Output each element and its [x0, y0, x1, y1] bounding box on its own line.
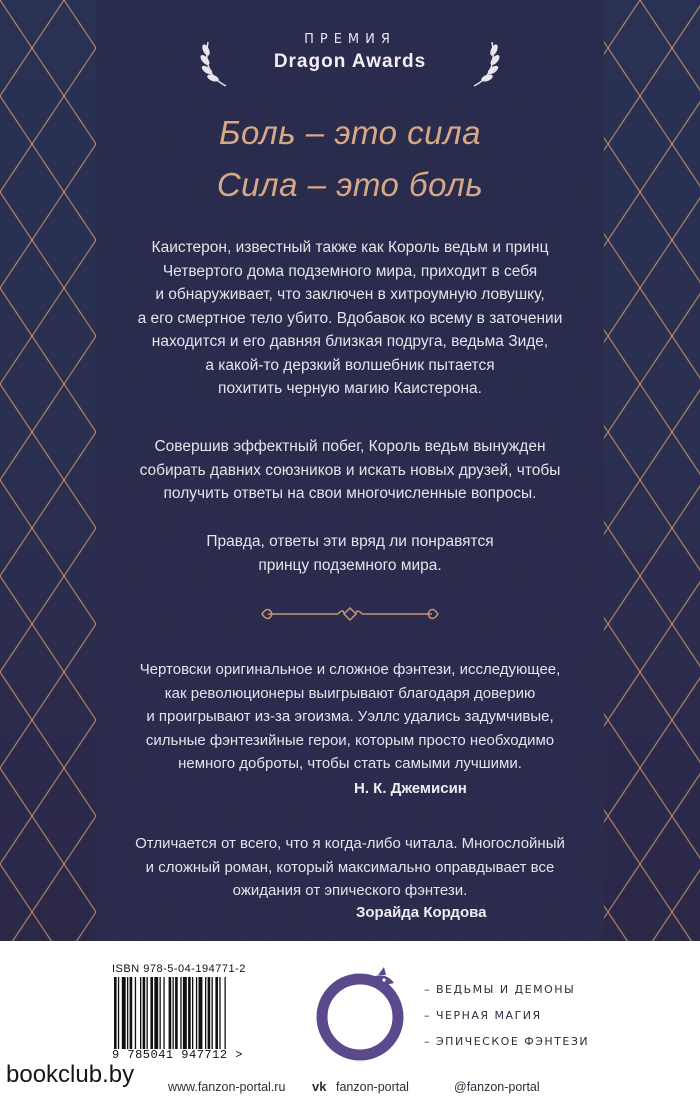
blurb-line: находится и его давняя близкая подруга, ведьма Зиде,: [151, 333, 549, 350]
blurb-line: похитить черную магию Каистерона.: [218, 380, 482, 397]
review-quote-2: [0, 832, 700, 903]
blurb-line: и обнаруживает, что заключен в хитроумную ловушку,: [155, 286, 545, 303]
barcode-block: [112, 963, 287, 1067]
blurb-line: а какой-то дерзкий волшебник пытается: [205, 356, 495, 374]
ornament-divider-icon: [258, 606, 442, 622]
blurb-line: Четвертого дома подземного мира, приходит в себя: [162, 262, 538, 280]
quote-line: ожидания от эпического фэнтези.: [232, 882, 468, 899]
quote-line: сильные фэнтезийные герои, которым просто необходимо: [145, 731, 555, 749]
vk-icon: vk: [312, 1079, 327, 1094]
blurb-line: Совершив эффектный побег, Король ведьм вынужден: [154, 438, 546, 455]
quote-author-1: Н. К. Джемисин: [354, 780, 467, 797]
barcode-digits: 9 785041 947712 >: [112, 1048, 243, 1062]
blurb-paragraph-1: [60, 236, 640, 401]
tagline-line-2: Сила – это боль: [216, 166, 484, 203]
review-quote-1: [0, 658, 700, 776]
genre-tag: – ЧЕРНАЯ МАГИЯ: [424, 1009, 542, 1022]
genre-tag: – ВЕДЬМЫ И ДЕМОНЫ: [424, 983, 576, 996]
ouroboros-dragon-logo-icon: [310, 963, 410, 1067]
blurb-line: Каистерон, известный также как Король ведьм и принц: [151, 239, 549, 256]
quote-line: и проигрывают из-за эгоизма. Уэллс удались задумчивые,: [146, 708, 554, 725]
blurb-paragraph-3: [60, 530, 640, 577]
website-link[interactable]: www.fanzon-portal.ru: [168, 1080, 286, 1094]
isbn-number: ISBN 978-5-04-194771-2: [112, 963, 246, 975]
genre-tag: – ЭПИЧЕСКОЕ ФЭНТЕЗИ: [424, 1035, 590, 1048]
blurb-line: получить ответы на свои многочисленные вопросы.: [163, 485, 537, 502]
blurb-line: принцу подземного мира.: [258, 556, 442, 574]
quote-line: Чертовски оригинальное и сложное фэнтези, исследующее,: [139, 661, 561, 678]
blurb-line: а его смертное тело убито. Вдобавок ко всему в заточении: [137, 309, 563, 327]
genre-tags: [424, 977, 589, 1055]
social-handle-link[interactable]: @fanzon-portal: [454, 1080, 540, 1094]
quote-line: немного доброты, чтобы стать самыми лучшими.: [178, 755, 522, 772]
blurb-paragraph-2: [60, 435, 640, 506]
quote-line: как революционеры выигрывают благодаря доверию: [164, 684, 536, 702]
blurb-line: Правда, ответы эти вряд ли понравятся: [206, 533, 494, 550]
vk-link[interactable]: fanzon-portal: [336, 1080, 409, 1094]
quote-line: Отличается от всего, что я когда-либо читала. Многослойный: [135, 835, 565, 852]
quote-author-2: Зорайда Кордова: [356, 904, 487, 921]
barcode-icon: [112, 977, 287, 1049]
blurb-line: собирать давних союзников и искать новых друзей, чтобы: [139, 461, 561, 479]
source-watermark: bookclub.by: [6, 1061, 135, 1088]
tagline-line-1: Боль – это сила: [219, 114, 481, 151]
quote-line: и сложный роман, который максимально оправдывает все: [145, 858, 555, 876]
award-name: Dragon Awards: [273, 51, 427, 72]
award-label: ПРЕМИЯ: [304, 32, 396, 47]
award-badge: [0, 32, 700, 73]
